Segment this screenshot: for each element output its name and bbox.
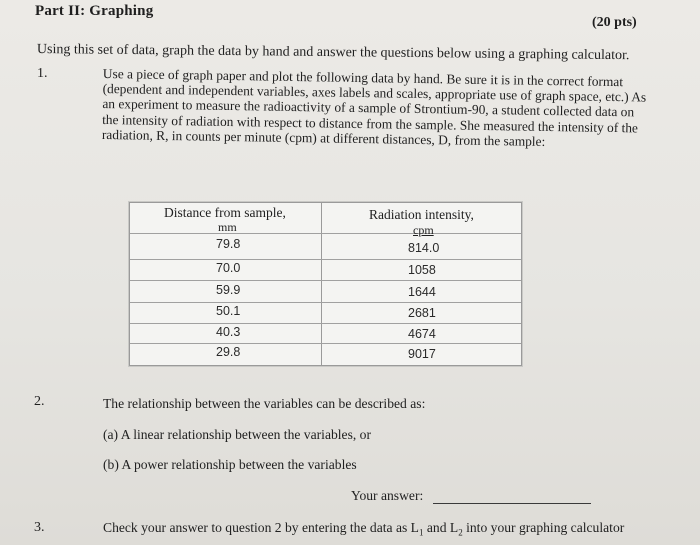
subscript-1: 1 (418, 527, 424, 538)
table-header-distance: Distance from sample, (164, 205, 286, 220)
data-table (129, 202, 522, 366)
question-2-text: The relationship between the variables can be described as: (103, 396, 426, 411)
question-3-text (103, 520, 624, 538)
table-cell-radiation: 814.0 (408, 241, 440, 255)
question-3-number: 3. (34, 520, 45, 535)
table-cell-distance: 50.1 (216, 304, 241, 318)
table-row-divider (130, 323, 521, 324)
table-cell-radiation: 4674 (408, 327, 436, 341)
answer-label: Your answer: (351, 488, 424, 503)
table-cell-distance: 29.8 (216, 345, 241, 359)
points-label: (20 pts) (592, 15, 637, 30)
table-cell-radiation: 1644 (408, 285, 436, 299)
table-cell-distance: 79.8 (216, 237, 241, 251)
question-2-number: 2. (34, 394, 45, 409)
table-cell-distance: 70.0 (216, 261, 241, 275)
question-3-text-middle: and L (423, 520, 459, 535)
table-row-divider (130, 302, 521, 303)
table-header-radiation: Radiation intensity, (369, 207, 474, 222)
table-row-divider (130, 343, 521, 344)
table-cell-radiation: 1058 (408, 263, 436, 277)
table-row-divider (130, 280, 521, 281)
table-cell-distance: 59.9 (216, 283, 241, 297)
question-1-number: 1. (37, 66, 48, 81)
question-1-text: Use a piece of graph paper and plot the following data by hand. Be sure it is in the correct format (dependent and independent variables, axes labels and scales, appropriate use of graph space, etc.) As an experiment to measure the radioactivity of a sample of Strontium-90, a student collected data on the intensity of radiation with respect to distance from the sample. She measured the intensity of the radiation, R, in counts per minute (cpm) at different distances, D, from the sample: (101, 66, 647, 149)
option-b-text: (b) A power relationship between the variables (103, 457, 357, 472)
table-row-divider (130, 259, 521, 260)
table-header-radiation-unit: cpm (413, 223, 434, 237)
subscript-2: 2 (458, 527, 463, 538)
instructions-text: Using this set of data, graph the data by hand and answer the questions below using a graphing calculator. (36, 42, 630, 64)
answer-blank-line[interactable] (433, 503, 591, 504)
table-column-divider (321, 203, 322, 365)
part-title: Part II: Graphing (35, 3, 154, 19)
question-3-text-end: into your graphing calculator (462, 520, 625, 535)
question-3-text-start: Check your answer to question 2 by entering the data as L (103, 520, 419, 535)
option-a-text: (a) A linear relationship between the variables, or (103, 427, 371, 442)
table-cell-radiation: 2681 (408, 306, 436, 320)
table-row-divider (130, 233, 521, 234)
table-cell-radiation: 9017 (408, 347, 436, 361)
table-header-distance-unit: mm (218, 220, 237, 234)
table-cell-distance: 40.3 (216, 325, 241, 339)
